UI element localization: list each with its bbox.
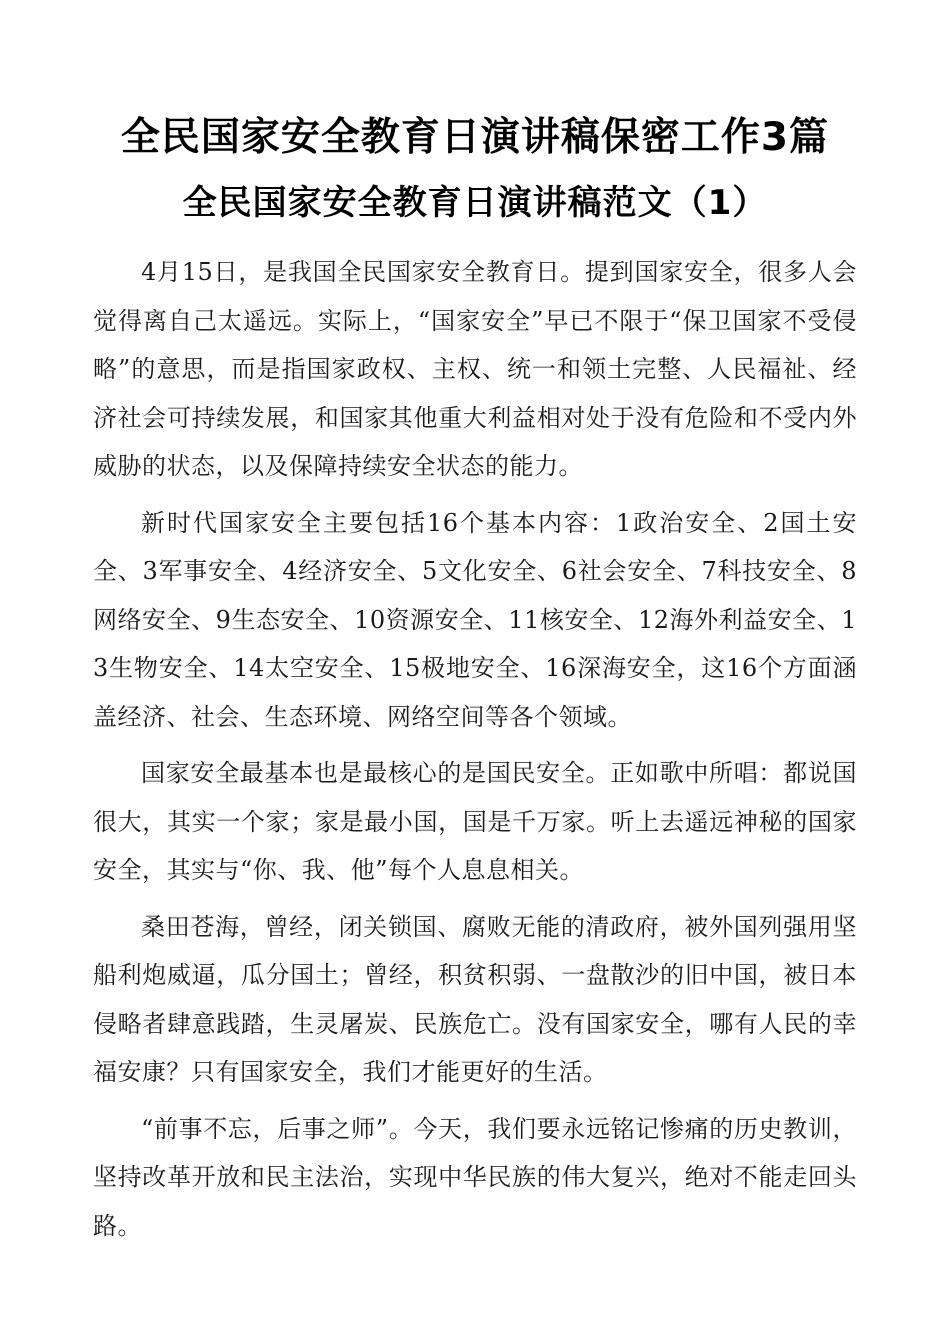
document-title: 全民国家安全教育日演讲稿保密工作3篇 xyxy=(120,115,830,160)
paragraph-5: “前事不忘，后事之师”。今天，我们要永远铭记惨痛的历史教训，坚持改革开放和民主法治，实现中华民族的伟大复兴，绝对不能走回头路。 xyxy=(93,1114,857,1240)
paragraph-2: 新时代国家安全主要包括16个基本内容：1政治安全、2国土安全、3军事安全、4经济安全、5文化安全、6社会安全、7科技安全、8网络安全、9生态安全、10资源安全、11核安全、12海外利益安全、13生物安全、14太空安全、15极地安全、16深海安全，这16个方面涵盖经济、社会、生态环境、网络空间等各个领域。 xyxy=(93,508,857,731)
paragraph-1: 4月15日，是我国全民国家安全教育日。提到国家安全，很多人会觉得离自己太遥远。实际上，“国家安全”早已不限于“保卫国家不受侵略”的意思，而是指国家政权、主权、统一和领土完整、人民福祉、经济社会可持续发展，和国家其他重大利益相对处于没有危险和不受内外威胁的状态，以及保障持续安全状态的能力。 xyxy=(93,258,857,480)
paragraph-4: 桑田苍海，曾经，闭关锁国、腐败无能的清政府，被外国列强用坚船利炮威逼，瓜分国土；曾经，积贫积弱、一盘散沙的旧中国，被日本侵略者肆意践踏，生灵屠炭、民族危亡。没有国家安全，哪有人民的幸福安康？只有国家安全，我们才能更好的生活。 xyxy=(93,912,857,1086)
document-body xyxy=(93,248,857,1258)
paragraph-3: 国家安全最基本也是最核心的是国民安全。正如歌中所唱：都说国很大，其实一个家；家是最小国，国是千万家。听上去遥远神秘的国家安全，其实与“你、我、他”每个人息息相关。 xyxy=(93,759,857,884)
document-subtitle: 全民国家安全教育日演讲稿范文（1） xyxy=(182,183,768,223)
